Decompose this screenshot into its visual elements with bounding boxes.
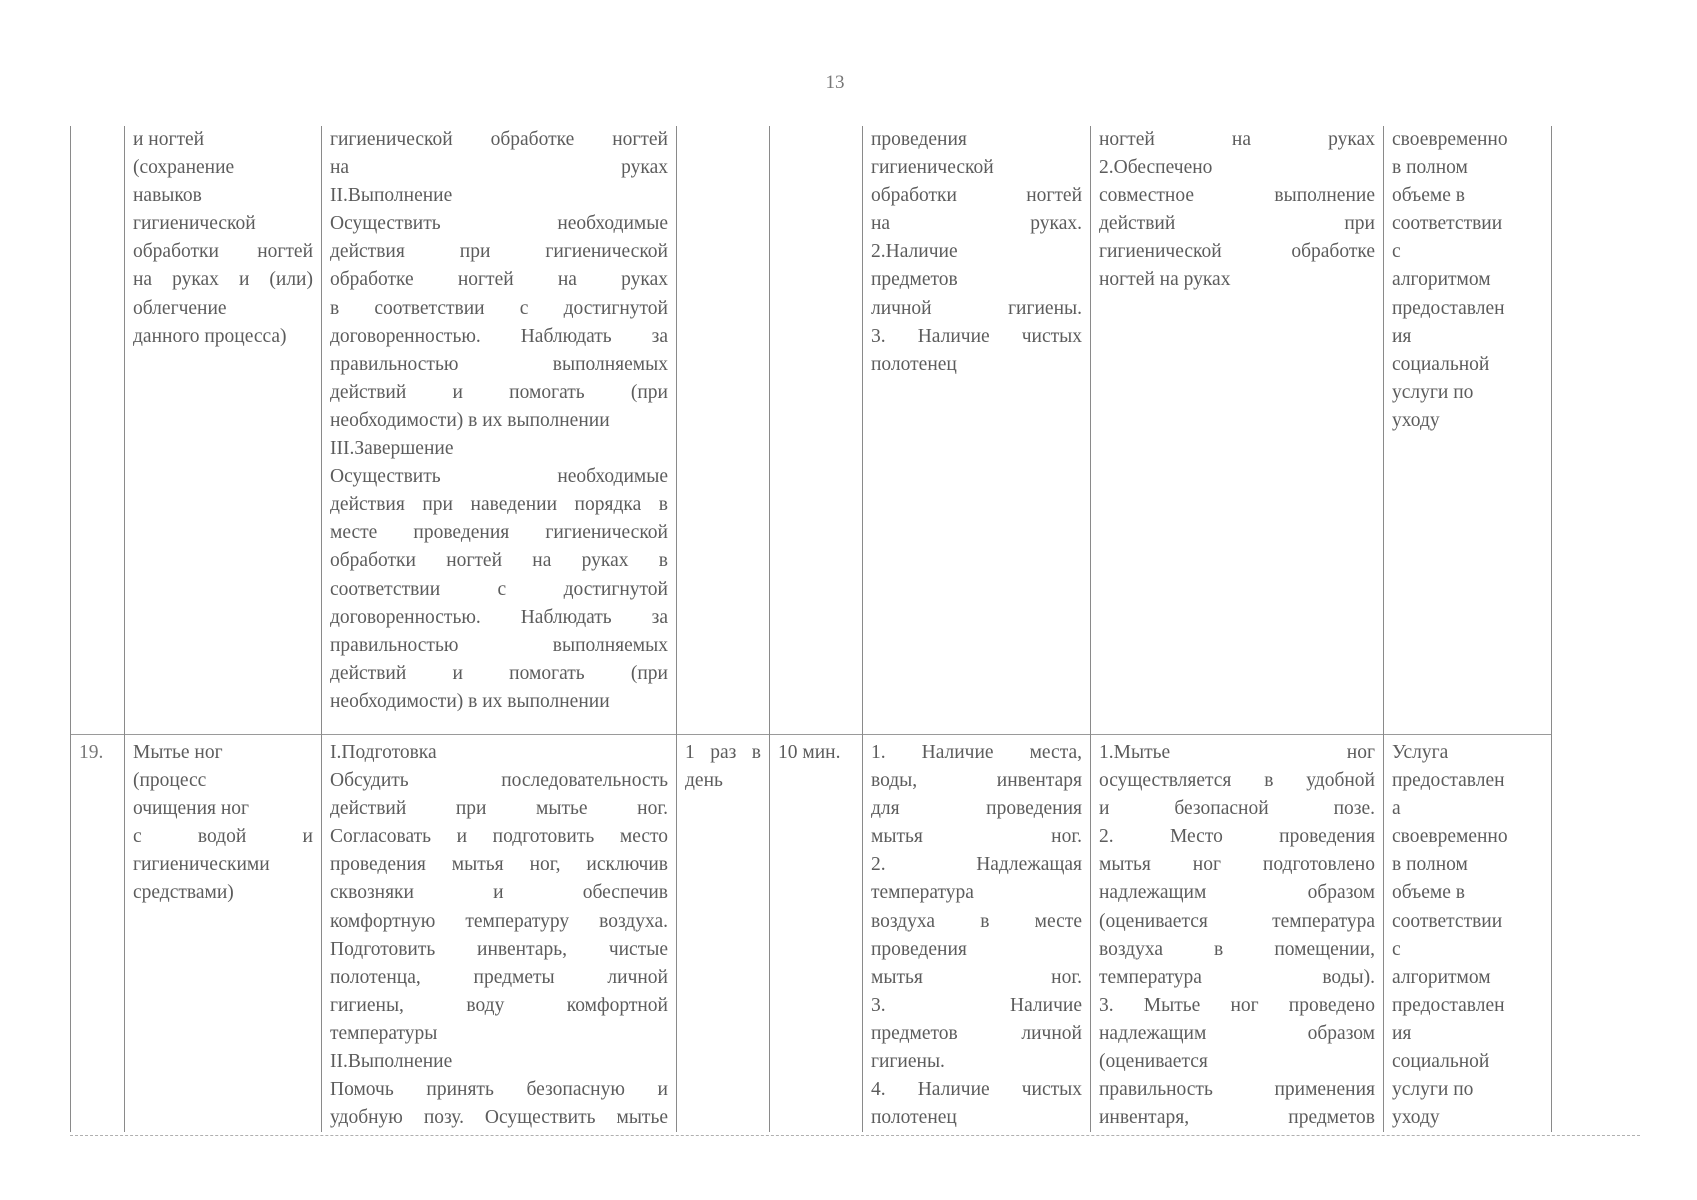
text-line: действий при мытье ног.: [330, 798, 668, 820]
text-line: соответствии: [1392, 910, 1503, 932]
text-line: в полном: [1392, 157, 1468, 179]
text-line: уходу: [1392, 1107, 1440, 1129]
text-line: а: [1392, 798, 1401, 820]
text-line: полотенец: [871, 1107, 957, 1129]
text-line: социальной: [1392, 1051, 1490, 1073]
text-line: для проведения: [871, 798, 1082, 820]
text-line: совместное выполнение: [1099, 185, 1375, 207]
cell-conditions: [863, 126, 1091, 735]
text-line: II.Выполнение: [330, 185, 453, 207]
text-line: личной гигиены.: [871, 297, 1082, 319]
text-line: на руках и (или): [133, 269, 313, 291]
text-line: 1.Мытье ног: [1099, 742, 1375, 763]
text-line: мытья ног.: [871, 966, 1082, 988]
text-line: действия при наведении порядка в: [330, 494, 668, 516]
text-line: правильностью выполняемых: [330, 353, 668, 375]
text-line: II.Выполнение: [330, 1051, 453, 1073]
text-line: предоставлен: [1392, 770, 1505, 792]
text-line: на руках.: [871, 213, 1082, 235]
text-line: Осуществить необходимые: [330, 466, 668, 488]
text-line: предоставлен: [1392, 994, 1505, 1016]
text-line: (оценивается: [1099, 1051, 1208, 1073]
text-line: соответствии: [1392, 213, 1503, 235]
text-line: обработки ногтей на руках в: [330, 550, 668, 572]
text-line: месте проведения гигиенической: [330, 522, 668, 544]
text-line: Обсудить последовательность: [330, 770, 668, 792]
cell-evaluation: [1384, 126, 1552, 735]
text-line: Согласовать и подготовить место: [330, 826, 668, 848]
text-line: ногтей на руках: [1099, 269, 1231, 291]
text-line: температуры: [330, 1022, 438, 1044]
text-line: предметов личной: [871, 1022, 1082, 1044]
text-line: действий и помогать (при: [330, 381, 668, 403]
text-line: предметов: [871, 269, 958, 291]
text-line: обработки ногтей: [133, 241, 313, 263]
text-line: 2.Наличие: [871, 241, 958, 263]
text-line: навыков: [133, 185, 202, 207]
text-line: договоренностью. Наблюдать за: [330, 606, 668, 628]
text-line: предоставлен: [1392, 297, 1505, 319]
cell-periodicity: [677, 735, 770, 1133]
cell-periodicity: [677, 126, 770, 735]
text-line: в соответствии с достигнутой: [330, 297, 668, 319]
cell-number: [71, 126, 125, 735]
text-line: 3. Наличие: [871, 994, 1082, 1016]
text-line: мытья ног.: [871, 826, 1082, 848]
cell-duration: 10 мин.: [770, 735, 863, 1133]
cell-conditions: [863, 735, 1091, 1133]
cell-service: [125, 126, 322, 735]
table-row: [71, 126, 1552, 735]
cell-results: [1091, 735, 1384, 1133]
page-number: 13: [825, 72, 845, 93]
text-line: очищения ног: [133, 798, 250, 820]
text-line: гигиенической обработке: [1099, 241, 1375, 263]
text-line: в полном: [1392, 854, 1468, 876]
text-line: полотенец: [871, 353, 957, 375]
cell-actions: [322, 735, 677, 1133]
text-line: (оценивается температура: [1099, 910, 1375, 932]
text-line: правильностью выполняемых: [330, 634, 668, 656]
text-line: средствами): [133, 882, 234, 904]
text-line: алгоритмом: [1392, 269, 1491, 291]
text-line: договоренностью. Наблюдать за: [330, 325, 668, 347]
text-line: удобную позу. Осуществить мытье: [330, 1107, 668, 1129]
text-line: действий и помогать (при: [330, 662, 668, 684]
text-line: проведения мытья ног, исключив: [330, 854, 668, 876]
text-line: температура воды).: [1099, 966, 1375, 988]
text-line: с: [1392, 241, 1401, 263]
text-line: облегчение: [133, 297, 227, 319]
text-line: инвентаря, предметов: [1099, 1107, 1375, 1129]
text-line: своевременно: [1392, 826, 1508, 848]
text-line: день: [685, 770, 723, 792]
text-line: I.Подготовка: [330, 742, 437, 763]
table-row: [71, 735, 1552, 1133]
text-line: на руках: [330, 157, 668, 179]
text-line: гигиеническими: [133, 854, 270, 876]
text-line: правильность применения: [1099, 1079, 1375, 1101]
cell-number: 19.: [71, 735, 125, 1133]
cell-results: [1091, 126, 1384, 735]
table-bottom-edge: [70, 1135, 1640, 1136]
text-line: своевременно: [1392, 129, 1508, 150]
text-line: воздуха в помещении,: [1099, 938, 1375, 960]
text-line: гигиенической: [871, 157, 994, 179]
text-line: проведения: [871, 938, 967, 960]
text-line: действий при: [1099, 213, 1375, 235]
text-line: 2. Надлежащая: [871, 854, 1082, 876]
text-line: необходимости) в их выполнении: [330, 409, 610, 431]
text-line: (процесс: [133, 770, 207, 792]
text-line: Помочь принять безопасную и: [330, 1079, 668, 1101]
text-line: Осуществить необходимые: [330, 213, 668, 235]
text-line: алгоритмом: [1392, 966, 1491, 988]
text-line: сквозняки и обеспечив: [330, 882, 668, 904]
text-line: воздуха в месте: [871, 910, 1082, 932]
text-line: Подготовить инвентарь, чистые: [330, 938, 668, 960]
text-line: гигиенической: [133, 213, 256, 235]
text-line: 1 раз в: [685, 742, 761, 763]
text-line: 4. Наличие чистых: [871, 1079, 1082, 1101]
text-line: социальной: [1392, 353, 1490, 375]
text-line: с: [1392, 938, 1401, 960]
text-line: мытья ног подготовлено: [1099, 854, 1375, 876]
text-line: комфортную температуру воздуха.: [330, 910, 668, 932]
text-line: данного процесса): [133, 325, 287, 347]
text-line: ногтей на руках: [1099, 129, 1375, 150]
text-line: ия: [1392, 1022, 1412, 1044]
text-line: обработке ногтей на руках: [330, 269, 668, 291]
text-line: и ногтей: [133, 129, 205, 150]
text-line: гигиены.: [871, 1051, 945, 1073]
text-line: 2. Место проведения: [1099, 826, 1375, 848]
text-line: действия при гигиенической: [330, 241, 668, 263]
text-line: соответствии с достигнутой: [330, 578, 668, 600]
text-line: Услуга: [1392, 742, 1449, 763]
text-line: 2.Обеспечено: [1099, 157, 1213, 179]
text-line: Мытье ног: [133, 742, 223, 763]
text-line: III.Завершение: [330, 438, 454, 460]
text-line: осуществляется в удобной: [1099, 770, 1375, 792]
text-line: надлежащим образом: [1099, 1022, 1375, 1044]
text-line: ия: [1392, 325, 1412, 347]
cell-duration: [770, 126, 863, 735]
text-line: температура: [871, 882, 974, 904]
text-line: уходу: [1392, 409, 1440, 431]
text-line: проведения: [871, 129, 967, 150]
text-line: с водой и: [133, 826, 313, 848]
text-line: 3. Мытье ног проведено: [1099, 994, 1375, 1016]
text-line: объеме в: [1392, 882, 1466, 904]
cell-service: [125, 735, 322, 1133]
cell-actions: [322, 126, 677, 735]
text-line: 1. Наличие места,: [871, 742, 1082, 763]
text-line: услуги по: [1392, 1079, 1474, 1101]
text-line: 3. Наличие чистых: [871, 325, 1082, 347]
text-line: необходимости) в их выполнении: [330, 690, 610, 712]
text-line: надлежащим образом: [1099, 882, 1375, 904]
text-line: и безопасной позе.: [1099, 798, 1375, 820]
text-line: полотенца, предметы личной: [330, 966, 668, 988]
services-table: [70, 126, 1552, 1132]
text-line: гигиены, воду комфортной: [330, 994, 668, 1016]
text-line: объеме в: [1392, 185, 1466, 207]
text-line: воды, инвентаря: [871, 770, 1082, 792]
cell-evaluation: [1384, 735, 1552, 1133]
text-line: обработки ногтей: [871, 185, 1082, 207]
text-line: услуги по: [1392, 381, 1474, 403]
text-line: (сохранение: [133, 157, 235, 179]
text-line: гигиенической обработке ногтей: [330, 129, 668, 150]
